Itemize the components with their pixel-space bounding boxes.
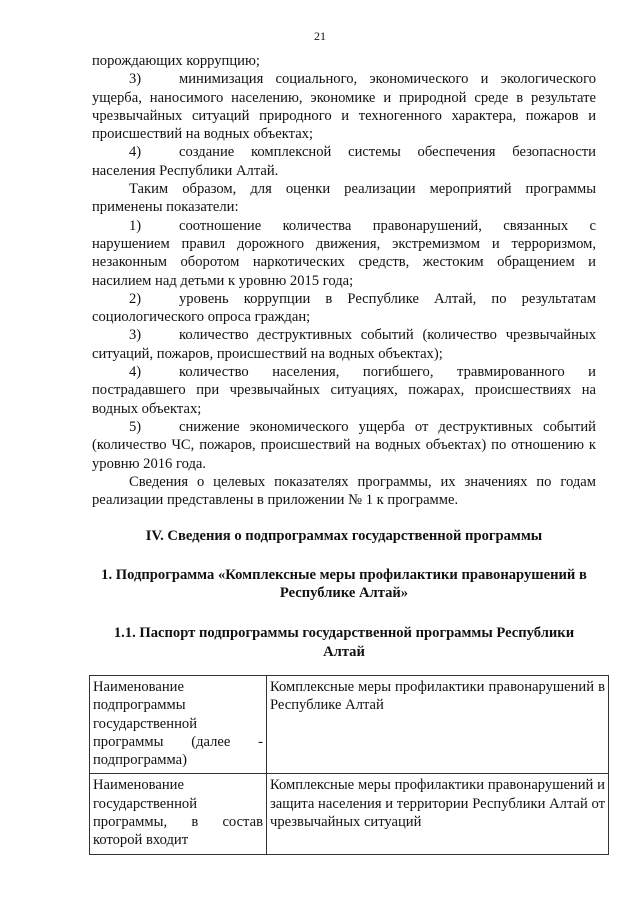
table-cell-value: Комплексные меры профилактики правонарушений в Республике Алтай [267,675,609,773]
list-text: уровень коррупции в Республике Алтай, по результатам социологического опроса граждан; [92,290,596,326]
subprogram-heading: 1. Подпрограмма «Комплексные меры профилактики правонарушений в Республике Алтай» [101,566,587,602]
list-text: соотношение количества правонарушений, связанных с нарушением правил дорожного движения, экстремизмом и терроризмом, незаконным оборотом наркотических средств, жестоким обращением и насилием над детьми к уровню 2015 года; [92,217,596,289]
list-text: количество деструктивных событий (количество чрезвычайных ситуаций, пожаров, происшествий на водных объектах); [92,327,596,362]
list-number: 1) [129,217,142,234]
list-number: 2) [129,290,142,307]
list-text: снижение экономического ущерба от деструктивных событий (количество ЧС, пожаров, происшествий на водных объектах) по отношению к уровню 2016 года. [92,418,596,472]
page-number: 21 [314,29,326,43]
paragraph-closing: Сведения о целевых показателях программы, их значениях по годам реализации представлены в приложении № 1 к программе. [92,473,596,509]
passport-heading: 1.1. Паспорт подпрограммы государственной программы Республики Алтай [113,625,575,660]
list-number: 4) [129,144,142,161]
list-text: количество населения, погибшего, травмированного и пострадавшего при чрезвычайных ситуациях, пожарах, происшествиях на водных объектах; [92,364,596,417]
list-item [92,290,596,327]
section-heading: IV. Сведения о подпрограммах государственной программы [145,528,543,545]
list-item [92,143,596,180]
list-item [92,70,596,143]
list-item [92,363,596,418]
paragraph-indicators-intro: Таким образом, для оценки реализации мероприятий программы применены показатели: [92,181,596,216]
list-number: 4) [129,364,142,381]
table-row [90,774,609,854]
list-text: минимизация социального, экономического и экологического ущерба, наносимого населению, экономике и природной среде в результате чрезвычайных ситуаций природного и техногенного характера, пожаров и происшествий на водных объектах; [92,71,596,143]
list-number: 3) [129,327,142,344]
list-number: 3) [129,71,142,88]
paragraph-continuation: порождающих коррупцию; [92,53,260,69]
list-item [92,326,596,363]
table-row [90,675,609,773]
table-cell-label: Наименование подпрограммы государственной программы (далее - подпрограмма) [90,675,267,773]
list-item [92,418,596,473]
list-number: 5) [129,418,142,435]
passport-table [89,675,609,855]
table-cell-value: Комплексные меры профилактики правонарушений и защита населения и территории Республики Алтай от чрезвычайных ситуаций [267,774,609,854]
document-body [92,52,605,855]
table-cell-label: Наименование государственной программы, в состав которой входит [90,774,267,854]
list-text: создание комплексной системы обеспечения безопасности населения Республики Алтай. [92,144,596,179]
list-item [92,217,596,290]
